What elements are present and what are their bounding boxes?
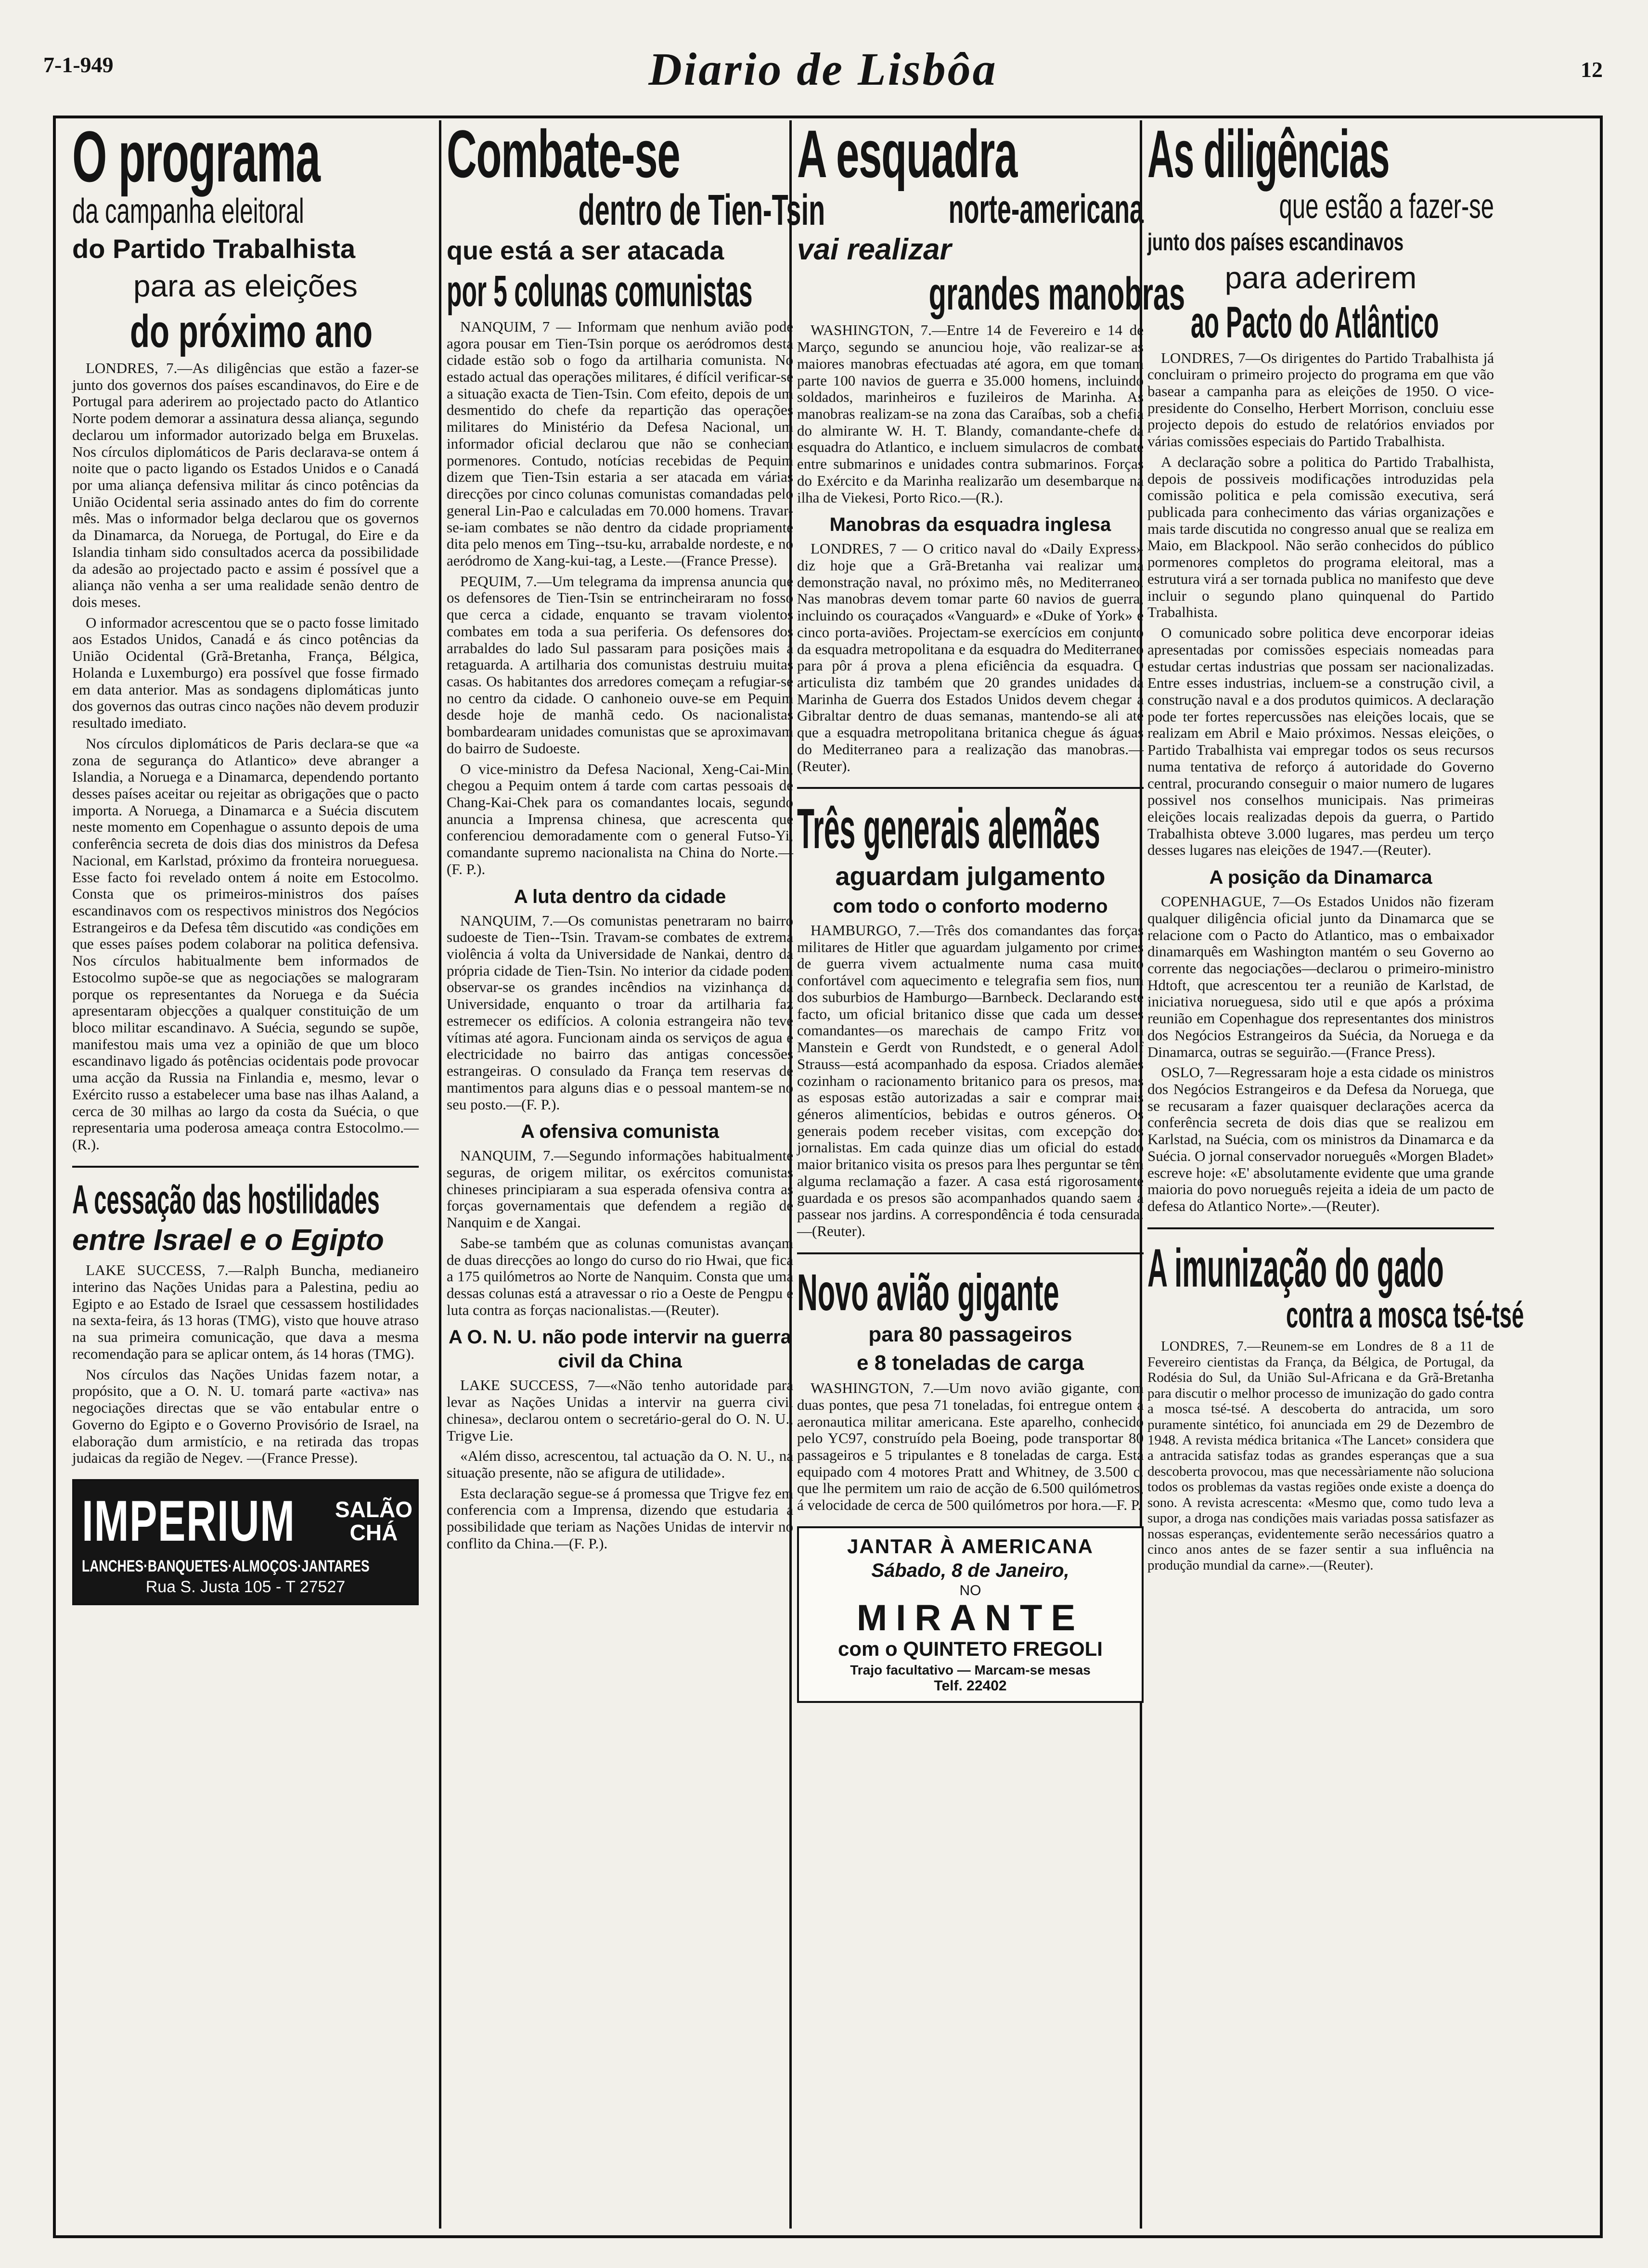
section-divider xyxy=(1147,1227,1494,1229)
subheadline: que estão a fazer-se xyxy=(1279,187,1494,226)
section-divider xyxy=(72,1166,419,1168)
section-ofensiva xyxy=(447,1120,793,1318)
section-divider xyxy=(797,1252,1144,1254)
subheadline: dentro de Tien-Tsin xyxy=(578,186,825,234)
ad-phone: Telf. 22402 xyxy=(934,1677,1007,1694)
article-diligencias xyxy=(1147,116,1494,859)
headline: As diligências xyxy=(1147,116,1390,192)
ad-date: Sábado, 8 de Janeiro, xyxy=(871,1559,1069,1581)
subheadline: com todo o conforto moderno xyxy=(833,896,1108,917)
subheadline: que está a ser atacada xyxy=(447,236,724,265)
article-paragraph: LONDRES, 7—Os dirigentes do Partido Trabalhista já concluiram o primeiro projecto do programa em que vão basear a campanha para as eleições de 1950. O vice-presidente do Conselho, Herbert Morrison, concluiu esse projecto depois do estudo de relatórios enviados por várias comissões especiais do Partido Trabalhista. xyxy=(1147,349,1494,450)
article-generais xyxy=(797,799,1144,1239)
ad-dress-note: Trajo facultativo — Marcam-se mesas xyxy=(850,1662,1091,1677)
headline: Combate-se xyxy=(447,116,680,192)
article-programa xyxy=(72,116,419,1153)
subheadline: contra a mosca tsé-tsé xyxy=(1286,1295,1524,1336)
article-paragraph: LONDRES, 7.—As diligências que estão a fazer-se junto dos governos dos países escandinavos, do Eire e de Portugal para aderirem ao projectado pacto do Atlantico Norte podem demorar a assinatura dessa aliança, segundo declarou um informador autorizado belga em Bruxelas. Nos círculos diplomáticos de Paris declarava-se ontem á noite que o pacto ligando os Estados Unidos e o Canadá por uma aliança defensiva militar ás cinco potências da União Ocidental seria assinado antes do fim do corrente mês. Mas o informador belga declarou que os governos da Dinamarca, da Noruega, de Portugal, do Eire e da Islandia tinham sido consultados acerca da possibilidade da adesão ao projectado pacto e assim é possível que a aliança não venha a ser uma realidade senão dentro de dois meses. xyxy=(72,359,419,611)
subheadline: do Partido Trabalhista xyxy=(72,233,356,264)
article-paragraph: Nos círculos das Nações Unidas fazem notar, a propósito, que a O. N. U. tomará parte «activa» nas negociações directas que se vão entabular entre o Governo do Egipto e o Governo Provisório de Israel, na elaboração dum armistício, e na retirada das tropas judaicas da região de Negev. —(France Presse). xyxy=(72,1366,419,1467)
article-esquadra xyxy=(797,116,1185,506)
article-imunizacao xyxy=(1147,1237,1524,1573)
subheadline: do próximo ano xyxy=(130,306,373,358)
article-paragraph: LONDRES, 7 — O critico naval do «Daily Express» diz hoje que a Grã-Bretanha vai realizar uma demonstração naval, no próximo mês, no Mediterraneo. Nas manobras devem tomar parte 60 navios de guerra, incluindo os couraçados «Vanguard» e «Duke of York» e cinco porta-aviões. Projectam-se exercícios em conjunto da esquadra metropolitana e da esquadra do Mediterraneo para pôr á prova a plena eficiência da esquadra. O articulista diz também que 20 grandes unidades da Marinha de Guerra dos Estados Unidos devem chegar a Gibraltar dentro de duas semanas, mantendo-se ali até que a esquadra metropolitana britanica chegue ás águas do Mediterraneo para a realização das manobras.—(Reuter). xyxy=(797,540,1144,774)
subheadline: grandes manobras xyxy=(928,268,1185,320)
article-paragraph: COPENHAGUE, 7—Os Estados Unidos não fizeram qualquer diligência oficial junto da Dinamarca que se relacione com o Pacto do Atlantico, mas o embaixador dinamarquês em Washington mantém o seu Governo ao corrente das negociações—declarou o primeiro-ministro Hdtoft, que acrescentou ter a reunião de Karlstad, de iniciativa norueguesa, sido util e que após a próxima reunião em Copenhague dos representantes dos ministros dos Negócios Estrangeiros da Suécia, da Noruega e da Dinamarca, outras se seguirão.—(France Press). xyxy=(1147,893,1494,1060)
subheadline: junto dos países escandinavos xyxy=(1147,229,1404,256)
section-manobras-inglesa xyxy=(797,513,1144,774)
subheadline: por 5 colunas comunistas xyxy=(447,267,753,316)
article-paragraph: OSLO, 7—Regressaram hoje a esta cidade os ministros dos Negócios Estrangeiros e da Defesa da Noruega, que se recusaram a fazer quaisquer declarações acerca da conferência secreta de dois dias que se realizou em Karlstad, na Suécia, com os ministros da Dinamarca e da Suécia. O jornal conservador norueguês «Morgen Bladet» escreve hoje: «E' absolutamente evidente que uma grande maioria do povo norueguês rejeita a ideia de um pacto de defesa do Atlantico Norte».—(Reuter). xyxy=(1147,1064,1494,1215)
column-4 xyxy=(1147,116,1524,2233)
subheadline: vai realizar xyxy=(797,233,952,267)
article-paragraph: «Além disso, acrescentou, tal actuação da O. N. U., na situação presente, não se afigura de utilidade». xyxy=(447,1447,793,1482)
article-paragraph: O vice-ministro da Defesa Nacional, Xeng-Cai-Min, chegou a Pequim ontem á tarde com cartas pessoais de Chang-Kai-Chek para os comandantes locais, segundo anuncia a Imprensa chinesa, que acrescenta que conferenciou demoradamente com o general Futso-Yi, comandante supremo nacionalista na China do Norte.—(F. P.). xyxy=(447,760,793,877)
section-title: A posição da Dinamarca xyxy=(1209,867,1432,889)
section-dinamarca xyxy=(1147,865,1494,1215)
salao-cha-label xyxy=(335,1498,412,1545)
article-paragraph: O informador acrescentou que se o pacto fosse limitado aos Estados Unidos, Canadá e ás cinco potências da União Ocidental (Grã-Bretanha, França, Bélgica, Holanda e Luxemburgo) era possível que fosse firmado em data anterior. Mas as sondagens diplomáticas junto dos governos das outras cinco nações não devem produzir resultado imediato. xyxy=(72,614,419,732)
cha-label: CHÁ xyxy=(349,1520,398,1545)
headline: A imunização do gado xyxy=(1147,1237,1444,1298)
subheadline: para 80 passageiros xyxy=(868,1323,1072,1347)
article-paragraph: NANQUIM, 7 — Informam que nenhum avião pode agora pousar em Tien-Tsin porque os aeródromos desta cidade estão sob o fogo da artilharia comunista. No estado actual das operações militares, é difícil verificar-se a situação exacta de Tien-Tsin. Com efeito, depois de um desmentido do chefe da repartição das operações militares do Ministério da Defesa Nacional, um informador oficial declarou que não se conheciam pormenores. Contudo, notícias recebidas de Pequim dizem que Tien-Tsin estaria a ser atacada em várias direcções por cinco colunas comunistas comandadas pelo general Lin-Pao e calculadas em 70.000 homens. Travar-se-iam combates se não dentro da cidade propriamente dita pelo menos em Ting--tsu-ku, arrabalde nordeste, e no aeródromo de Xang-kui-tag, a Leste.—(France Presse). xyxy=(447,318,793,569)
imperium-logo: IMPERIUM xyxy=(82,1488,296,1553)
article-paragraph: O comunicado sobre politica deve encorporar ideias apresentadas por comissões especiais nomeadas para estudar certas industrias que possam ser nacionalizadas. Entre esses industrias, incluem-se a construção civil, a construção naval e a dos produtos quimicos. A declaração pode ter fortes repercussões nas eleições locais, que se realizam em Abril e Maio próximos. Nessas eleições, o Partido Trabalhista vai empregar todos os seus recursos numa tentativa de reforço á autoridade do Governo central, procurando conseguir o maior numero de lugares possivel nos conselhos municipais. Nas primeiras eleições locais realizadas depois da guerra, o Partido Trabalhista obteve 3.000 lugares, mas perdeu um terço desses lugares nas eleições de 1947.—(Reuter). xyxy=(1147,624,1494,859)
article-combate xyxy=(447,116,825,878)
section-divider xyxy=(797,787,1144,789)
article-aviao xyxy=(797,1265,1144,1514)
column-1 xyxy=(72,116,419,2233)
article-paragraph: A declaração sobre a politica do Partido Trabalhista, depois de possiveis modificações introduzidas pela comissão politica e pela comissão executiva, será publicada para conhecimento das várias organizações e mais tarde discutida no congresso anual que se realiza em Maio, em Blackpool. Não serão conhecidos do público pormenores completos do programa eleitoral, mas a estrutura virá a ser tornada publica no manifesto que deve incluir o segundo plano quinquenal do Partido Trabalhista. xyxy=(1147,453,1494,621)
article-paragraph: NANQUIM, 7.—Segundo informações habitualmente seguras, de origem militar, os exércitos comunistas chineses principiaram a sua esperada ofensiva contra as forças governamentais que defendem a região de Nanquim e de Xangai. xyxy=(447,1147,793,1231)
section-title: A O. N. U. não pode intervir na guerra civil da China xyxy=(449,1327,791,1372)
ad-band: com o QUINTETO FREGOLI xyxy=(838,1637,1103,1660)
section-title: A ofensiva comunista xyxy=(521,1121,719,1143)
headline: A esquadra xyxy=(797,116,1017,192)
column-2 xyxy=(447,116,825,2233)
issue-date: 7-1-949 xyxy=(43,52,114,77)
section-luta xyxy=(447,885,793,1113)
headline: Novo avião gigante xyxy=(797,1263,1059,1321)
article-paragraph: LAKE SUCCESS, 7.—Ralph Buncha, medianeiro interino das Nações Unidas para a Palestina, pediu ao Egipto e ao Estado de Israel que cessassem hostilidades na sexta-feira, ás 13 horas (TMG), visto que houve atraso na sua primeira comunicação, que dava a mesma recomendação para se aplicar ontem, ás 14 horas (TMG). xyxy=(72,1262,419,1362)
headline: O programa xyxy=(72,116,320,197)
article-paragraph: Nos círculos diplomáticos de Paris declara-se que «a zona de segurança do Atlantico» deve abranger a Islandia, a Noruega e a Dinamarca, dependendo portanto desses países aceitar ou rejeitar as obrigações que o pacto importa. A Noruega, a Dinamarca e a Suécia discutem neste momento em Copenhague o assunto depois de uma conferência secreta de dois dias dos ministros da Defesa Nacional, em Karlstad, próximo da fronteira norueguesa. Esse facto foi revelado ontem á noite em Estocolmo. Consta que os primeiros-ministros dos países escandinavos com os respectivos ministros dos Negócios Estrangeiros e da Defesa têm discutido «as condições em que esses países podem colaborar na politica defensiva. Nos círculos habitualmente bem informados de Estocolmo supõe-se que as negociações se malograram porque os representantes da Noruega e da Suécia apresentaram objecções a qualquer constituição de um bloco militar escandinavo. A Suécia, segundo se supõe, manifestou mais uma vez a opinião de que um bloco escandinavo ligado ás potências ocidentais pode provocar uma acção da Russia na Finlandia e, mesmo, levar o Exército russo a estabelecer uma base nas ilhas Aaland, a cerca de 30 milhas ao largo da costa da Suécia, o que representaria uma poderosa ameaça contra Estocolmo.—(R.). xyxy=(72,735,419,1153)
ad-connector: NO xyxy=(959,1582,981,1598)
page-number: 12 xyxy=(1581,57,1603,82)
ad-title: JANTAR À AMERICANA xyxy=(847,1534,1094,1558)
section-onu xyxy=(447,1325,793,1552)
ad-services: LANCHES·BANQUETES·ALMOÇOS·JANTARES xyxy=(82,1557,370,1575)
article-paragraph: PEQUIM, 7.—Um telegrama da imprensa anuncia que os defensores de Tien-Tsin se entrincheiraram no fosso que cerca a cidade, enquanto se travam violentos combates em toda a sua periferia. Os defensores dos arrabaldes do lado Sul passaram para posições mais á retaguarda. A artilharia dos comunistas destruiu muitas casas. Os habitantes dos arredores começam a refugiar-se no centro da cidade. O canhoneio ouve-se em Pequim desde hoje de manhã cedo. Os nacionalistas bombardearam unidades comunistas que se aproximavam do bairro de Sudoeste. xyxy=(447,572,793,757)
imperium-advertisement xyxy=(72,1479,419,1605)
subheadline: para as eleições xyxy=(133,269,358,304)
article-paragraph: LONDRES, 7.—Reunem-se em Londres de 8 a 11 de Fevereiro cientistas da França, da Bélgica, de Portugal, da Rodésia do Sul, da União Sul-Africana e da Grã-Bretanha para discutir o melhor processo de imunização do gado contra a mosca tsé-tsé. A descoberta do antracida, um soro puramente sintético, foi anunciada em 29 de Dezembro de 1948. A revista médica britanica «The Lancet» considera que a antracida satisfaz todas as grandes esperanças que a sua descoberta provocou, mas que necessàriamente não soluciona todos os problemas da vastas regiões onde existe a doença do sono. A revista acrescenta: «Mesmo que, como tudo leva a supor, a droga nas condições mais variadas possa satisfazer as nossas esperanças, evidentemente serão necessários quatro a cinco anos antes de se fazer sentir a sua influência na produção mundial da carne».—(Reuter). xyxy=(1147,1339,1494,1573)
article-paragraph: WASHINGTON, 7.—Um novo avião gigante, com duas pontes, que pesa 71 toneladas, foi entregue ontem á aeronautica militar americana. Este aparelho, conhecido pelo YC97, construído pela Boeing, pode transportar 80 passageiros e 5 tripulantes e 8 toneladas de carga. Está equipado com 4 motores Pratt and Whitney, de 3.500 c. que lhe permitem um raio de acção de 6.500 quilómetros, á velocidade de cerca de 500 quilómetros por hora.—F. P. xyxy=(797,1379,1144,1514)
subheadline: ao Pacto do Atlântico xyxy=(1191,297,1439,347)
headline: A cessação das hostilidades xyxy=(72,1176,380,1222)
masthead xyxy=(43,42,1603,105)
article-cessacao xyxy=(72,1178,419,1467)
mirante-advertisement xyxy=(797,1526,1144,1703)
ad-venue: MIRANTE xyxy=(856,1597,1084,1638)
article-paragraph: Esta declaração segue-se á promessa que Trigve fez em conferencia com a Imprensa, dizendo que estudaria a possibilidade que teriam as Nações Unidas de intervir no conflito da China.—(F. P.). xyxy=(447,1484,793,1552)
salao-label: SALÃO xyxy=(335,1496,412,1522)
headline: Três generais alemães xyxy=(797,797,1100,861)
article-paragraph: Sabe-se também que as colunas comunistas avançam de duas direcções ao longo do curso do rio Hwai, que fica a 175 quilómetros ao Norte de Nanquim. Consta que uma dessas colunas está a atravessar o rio a Oeste de Pengpu e luta contra as forças nacionalistas.—(Reuter). xyxy=(447,1234,793,1318)
section-title: Manobras da esquadra inglesa xyxy=(829,514,1111,536)
subheadline: entre Israel e o Egipto xyxy=(72,1223,384,1257)
article-paragraph: HAMBURGO, 7.—Três dos comandantes das forças militares de Hitler que aguardam julgamento por crimes de guerra vivem actualmente numa casa muito confortável com aquecimento e telegrafia sem fios, num dos suburbios de Hamburgo—Barnbeck. Declarando este facto, um oficial britanico disse que cada um desses comandantes—os marechais de campo Fritz von Manstein e Gerdt von Rundstedt, e o general Adolf Strauss—está acompanhado da esposa. Criados alemães cozinham o racionamento britanico para os presos, mas as esposas estão autorizadas a sair e comprar mais géneros alimentícios, bebidas e outros géneros. Os generais podem receber visitas, com excepção dos jornalistas. Em cada quinze dias um oficial do estado maior britanico visita os presos para lhes perguntar se têm alguma reclamação a fazer. A casa está rigorosamente guardada e os presos são acompanhados quando saem a passear nos jardins. A correspondência é toda censurada.—(Reuter). xyxy=(797,922,1144,1239)
subheadline: para aderirem xyxy=(1224,260,1417,296)
article-paragraph: WASHINGTON, 7.—Entre 14 de Fevereiro e 14 de Março, segundo se anunciou hoje, vão realizar-se as maiores manobras efectuadas até agora, em que tomam parte 100 navios de guerra e 35.000 homens, incluindo soldados, marinheiros e fuzileiros de Marinha. As manobras realizam-se na zona das Caraíbas, sob a chefia do almirante W. H. T. Blandy, comandante-chefe da esquadra do Atlantico, e incluem simulacros de combate entre submarinos e unidades contra submarinos. Forças do Exército e da Marinha realizarão um desembarque na ilha de Viekesi, Porto Rico.—(R.). xyxy=(797,322,1144,506)
article-paragraph: LAKE SUCCESS, 7—«Não tenho autoridade para levar as Nações Unidas a intervir na guerra civil chinesa», declarou ontem o secretário-geral do O. N. U., Trigve Lie. xyxy=(447,1377,793,1444)
newspaper-title: Diario de Lisbôa xyxy=(648,43,998,95)
column-3 xyxy=(797,116,1185,2233)
subheadline: da campanha eleitoral xyxy=(72,192,304,231)
subheadline: aguardam julgamento xyxy=(835,862,1106,891)
ad-address: Rua S. Justa 105 - T 27527 xyxy=(145,1577,346,1596)
article-paragraph: NANQUIM, 7.—Os comunistas penetraram no bairro sudoeste de Tien--Tsin. Travam-se combates de extrema violência á volta da Universidade de Nankai, dentro da própria cidade de Tien-Tsin. No interior da cidade podem observar-se os grandes incêndios na vizinhança da Universidade, enquanto o troar da artilharia faz estremecer os edifícios. A colonia estrangeira não teve vítimas até agora. Funcionam ainda os serviços de agua e electricidade no bairro das antigas concessões estrangeiras. O consulado da França tem reservas de mantimentos para alguns dias e o pessoal mantem-se no seu posto.—(F. P.). xyxy=(447,912,793,1113)
subheadline: e 8 toneladas de carga xyxy=(857,1351,1084,1375)
section-title: A luta dentro da cidade xyxy=(514,886,726,907)
column-rule xyxy=(439,120,441,2229)
subheadline: norte-americana xyxy=(948,186,1144,232)
